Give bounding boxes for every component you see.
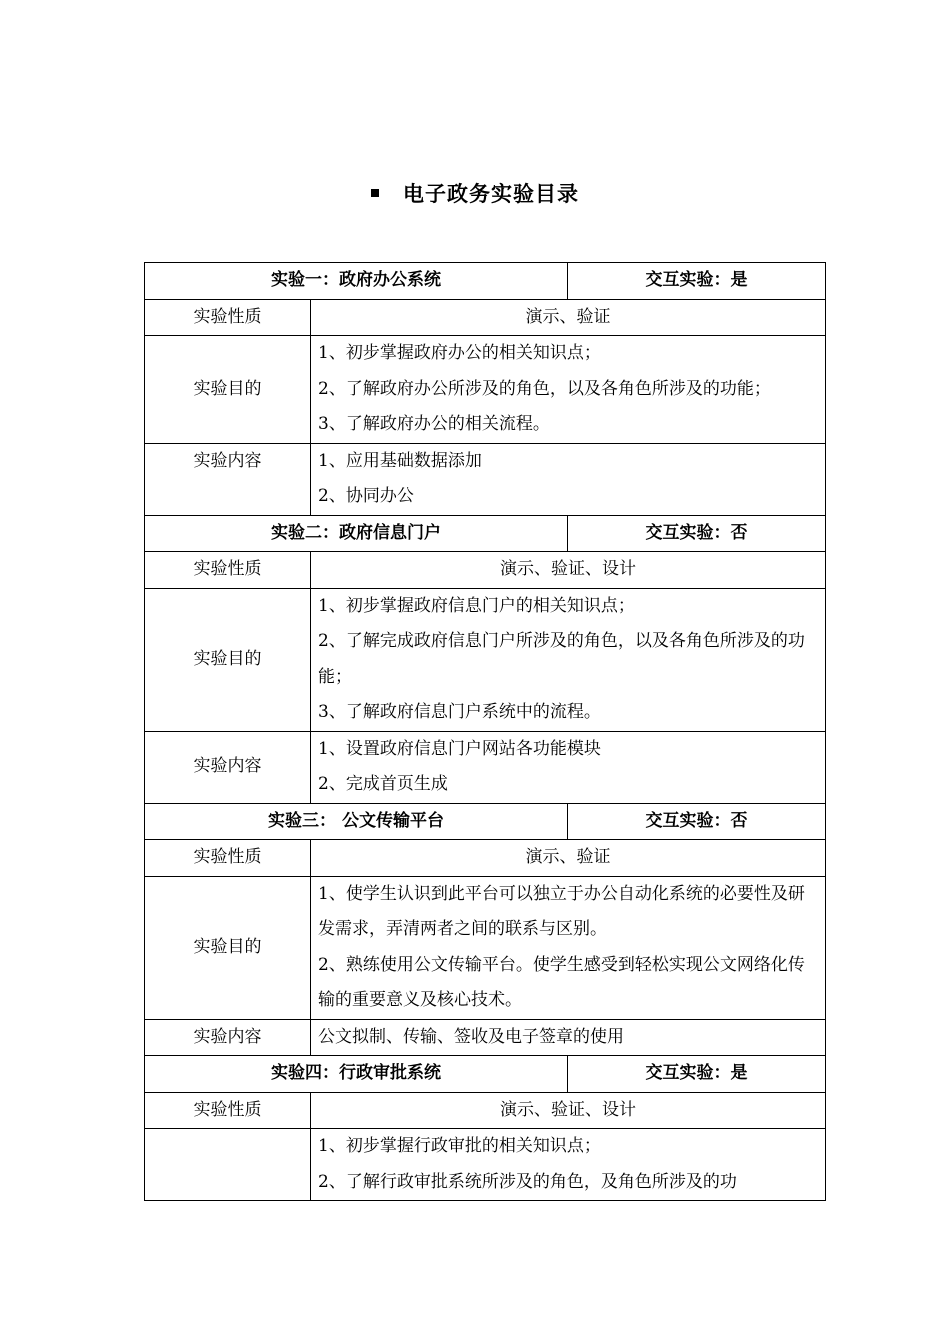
purpose-item: 1、初步掌握政府信息门户的相关知识点； — [318, 595, 635, 616]
purpose-item: 1、初步掌握行政审批的相关知识点； — [318, 1136, 601, 1156]
experiment-header-row — [145, 1056, 826, 1093]
experiment-title: 实验二：政府信息门户 — [145, 515, 568, 552]
purpose-row — [145, 336, 826, 444]
nature-label: 实验性质 — [145, 552, 311, 589]
purpose-value — [311, 1129, 826, 1201]
experiment-title: 实验三： 公文传输平台 — [145, 803, 568, 840]
purpose-item: 1、使学生认识到此平台可以独立于办公自动化系统的必要性及研发需求，弄清两者之间的联系与区别。 — [318, 883, 805, 939]
nature-row — [145, 552, 826, 589]
purpose-item: 2、了解政府办公所涉及的角色，以及各角色所涉及的功能； — [318, 378, 771, 399]
square-bullet-icon — [371, 189, 379, 197]
nature-row — [145, 299, 826, 336]
content-value — [311, 443, 826, 515]
content-value — [311, 731, 826, 803]
nature-value: 演示、验证 — [311, 840, 826, 877]
experiment-title: 实验四：行政审批系统 — [145, 1056, 568, 1093]
interactive-flag: 交互实验：否 — [568, 803, 826, 840]
purpose-item: 2、了解完成政府信息门户所涉及的角色，以及各角色所涉及的功能； — [318, 631, 805, 687]
purpose-label-empty — [145, 1129, 311, 1201]
purpose-label: 实验目的 — [145, 876, 311, 1019]
purpose-row — [145, 588, 826, 731]
nature-label: 实验性质 — [145, 840, 311, 877]
nature-value: 演示、验证、设计 — [311, 1092, 826, 1129]
experiment-table — [144, 262, 826, 1201]
content-row — [145, 1019, 826, 1056]
content-label: 实验内容 — [145, 731, 311, 803]
nature-label: 实验性质 — [145, 1092, 311, 1129]
content-label: 实验内容 — [145, 443, 311, 515]
content-item: 2、协同办公 — [318, 486, 414, 506]
nature-row — [145, 1092, 826, 1129]
content-item: 公文拟制、传输、签收及电子签章的使用 — [318, 1026, 624, 1047]
content-item: 1、应用基础数据添加 — [318, 450, 482, 471]
interactive-flag: 交互实验：是 — [568, 263, 826, 300]
purpose-label: 实验目的 — [145, 336, 311, 444]
purpose-row — [145, 1129, 826, 1201]
page-title-text: 电子政务实验目录 — [403, 182, 579, 206]
purpose-item: 3、了解政府办公的相关流程。 — [318, 414, 550, 434]
nature-row — [145, 840, 826, 877]
content-item: 2、完成首页生成 — [318, 774, 448, 794]
interactive-flag: 交互实验：否 — [568, 515, 826, 552]
experiment-title: 实验一：政府办公系统 — [145, 263, 568, 300]
purpose-item: 3、了解政府信息门户系统中的流程。 — [318, 702, 601, 722]
purpose-value — [311, 876, 826, 1019]
purpose-item: 2、了解行政审批系统所涉及的角色，及角色所涉及的功 — [318, 1171, 737, 1192]
content-value — [311, 1019, 826, 1056]
content-row — [145, 443, 826, 515]
purpose-value — [311, 336, 826, 444]
nature-value: 演示、验证、设计 — [311, 552, 826, 589]
content-label: 实验内容 — [145, 1019, 311, 1056]
nature-label: 实验性质 — [145, 299, 311, 336]
purpose-item: 1、初步掌握政府办公的相关知识点； — [318, 343, 601, 363]
experiment-header-row — [145, 515, 826, 552]
content-item: 1、设置政府信息门户网站各功能模块 — [318, 738, 601, 759]
page-title — [0, 178, 950, 208]
experiment-header-row — [145, 263, 826, 300]
nature-value: 演示、验证 — [311, 299, 826, 336]
interactive-flag: 交互实验：是 — [568, 1056, 826, 1093]
purpose-value — [311, 588, 826, 731]
purpose-row — [145, 876, 826, 1019]
purpose-label: 实验目的 — [145, 588, 311, 731]
purpose-item: 2、熟练使用公文传输平台。使学生感受到轻松实现公文网络化传输的重要意义及核心技术。 — [318, 954, 805, 1010]
experiment-header-row — [145, 803, 826, 840]
content-row — [145, 731, 826, 803]
